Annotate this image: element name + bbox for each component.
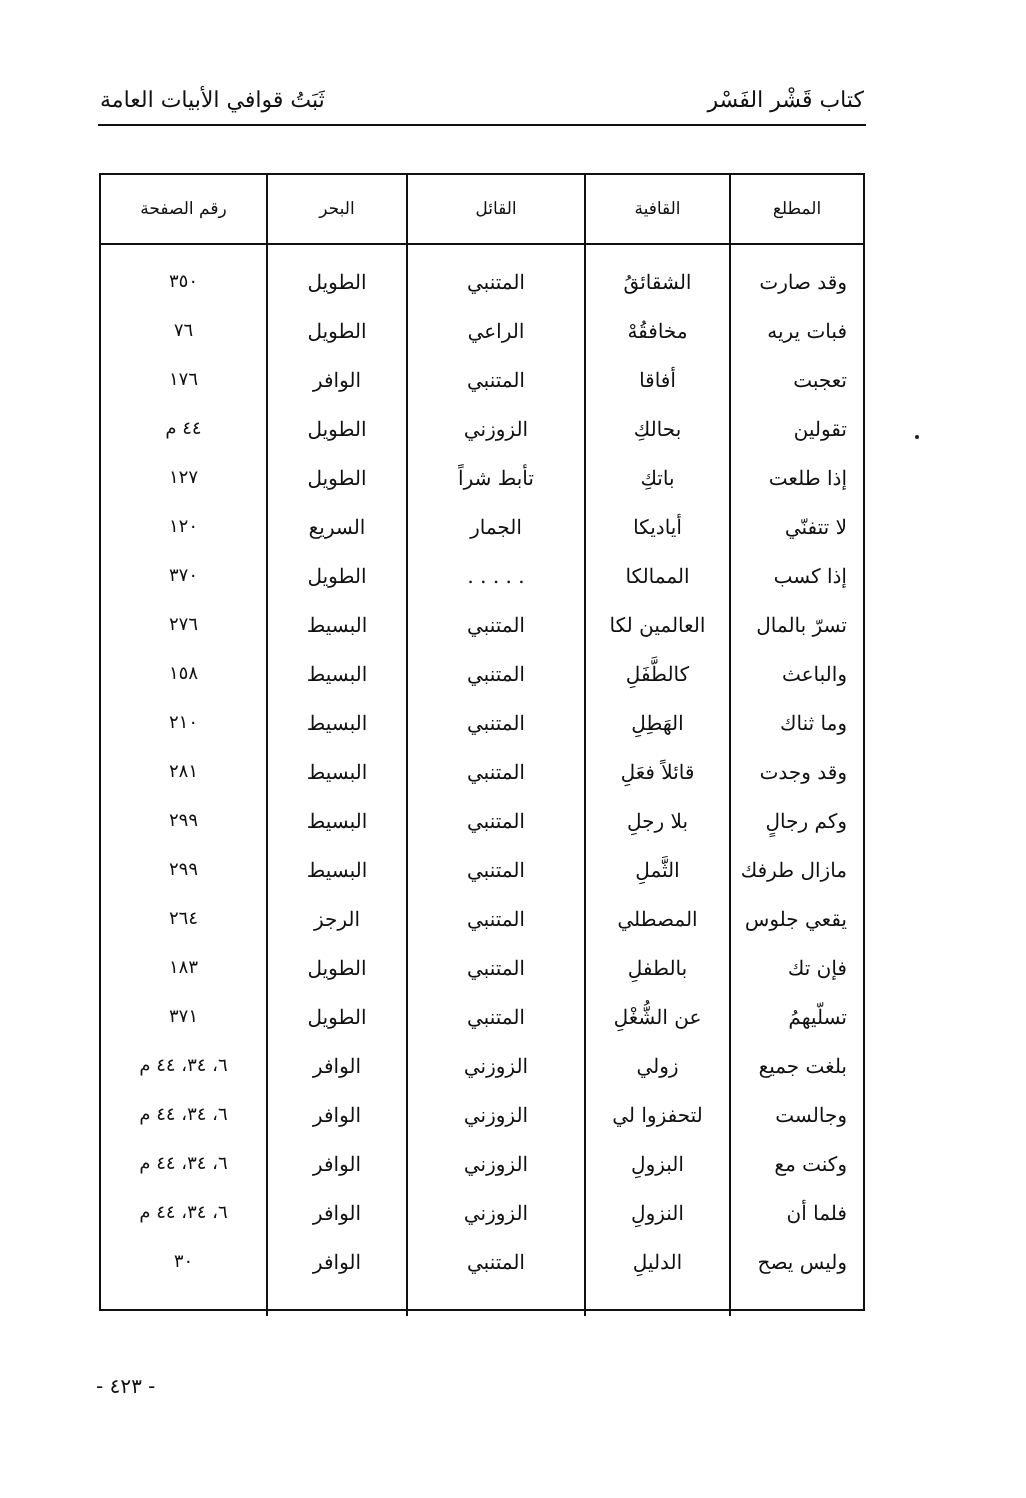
cell-poet: المتنبي — [407, 355, 585, 404]
cell-page: ٣٧١ — [168, 1006, 198, 1027]
cell-rhyme: الشقائقُ — [585, 257, 730, 306]
cell-opening: تقولين — [730, 404, 863, 453]
cell-meter: الطويل — [267, 453, 407, 502]
cell-poet: الزوزني — [407, 404, 585, 453]
cell-opening: وكنت مع — [730, 1139, 863, 1188]
cell-meter: الوافر — [267, 1041, 407, 1090]
cell-poet: المتنبي — [407, 894, 585, 943]
cell-rhyme: لتحفزوا لي — [585, 1090, 730, 1139]
table-row — [101, 502, 863, 551]
cell-meter: البسيط — [267, 649, 407, 698]
cell-meter: الوافر — [267, 355, 407, 404]
cell-rhyme: الثَّملِ — [585, 845, 730, 894]
cell-page: ٤٤ م — [165, 418, 202, 439]
cell-meter: البسيط — [267, 845, 407, 894]
cell-poet: المتنبي — [407, 698, 585, 747]
table-row — [101, 1188, 863, 1237]
cell-rhyme: بالطفلِ — [585, 943, 730, 992]
cell-opening: يقعي جلوس — [730, 894, 863, 943]
cell-opening: فلما أن — [730, 1188, 863, 1237]
cell-opening: تسرّ بالمال — [730, 600, 863, 649]
cell-meter: البسيط — [267, 698, 407, 747]
cell-rhyme: أياديكا — [585, 502, 730, 551]
cell-opening: إذا كسب — [730, 551, 863, 600]
cell-opening: لا تتفنّي — [730, 502, 863, 551]
cell-page: ٢٩٩ — [168, 810, 198, 831]
cell-rhyme: الممالكا — [585, 551, 730, 600]
table-row — [101, 649, 863, 698]
cell-page: ٦، ٣٤، ٤٤ م — [139, 1202, 228, 1223]
table-header-row — [101, 175, 863, 244]
table-row — [101, 1090, 863, 1139]
cell-meter: الطويل — [267, 404, 407, 453]
column-header-opening: المطلع — [730, 175, 863, 244]
cell-rhyme: البزولِ — [585, 1139, 730, 1188]
table-row — [101, 845, 863, 894]
cell-poet: المتنبي — [407, 600, 585, 649]
column-header-page: رقم الصفحة — [101, 175, 267, 244]
table-row — [101, 404, 863, 453]
cell-opening: والباعث — [730, 649, 863, 698]
cell-meter: السريع — [267, 502, 407, 551]
cell-rhyme: مخافقُهْ — [585, 306, 730, 355]
cell-rhyme: الدليلِ — [585, 1237, 730, 1286]
cell-meter: الوافر — [267, 1237, 407, 1286]
column-header-poet: القائل — [407, 175, 585, 244]
cell-meter: البسيط — [267, 796, 407, 845]
table-row — [101, 257, 863, 306]
cell-rhyme: قائلاً فعَلِ — [585, 747, 730, 796]
rhyme-index-table — [101, 175, 863, 1316]
cell-meter: البسيط — [267, 600, 407, 649]
cell-meter: الطويل — [267, 992, 407, 1041]
table-row — [101, 453, 863, 502]
cell-page: ١٥٨ — [168, 663, 198, 684]
cell-opening: وكم رجالٍ — [730, 796, 863, 845]
cell-meter: الوافر — [267, 1139, 407, 1188]
cell-poet: المتنبي — [407, 1237, 585, 1286]
cell-page: ٢٩٩ — [168, 859, 198, 880]
stray-dot-mark — [915, 435, 919, 439]
cell-page: ٧٦ — [173, 320, 194, 341]
column-header-meter: البحر — [267, 175, 407, 244]
table-row — [101, 551, 863, 600]
cell-page: ١٢٠ — [168, 516, 198, 537]
cell-poet: المتنبي — [407, 649, 585, 698]
cell-rhyme: أفاقا — [585, 355, 730, 404]
cell-page: ١٢٧ — [168, 467, 198, 488]
cell-meter: البسيط — [267, 747, 407, 796]
cell-opening: وقد صارت — [730, 257, 863, 306]
cell-page: ١٨٣ — [168, 957, 198, 978]
cell-page: ٢٧٦ — [168, 614, 198, 635]
cell-meter: الرجز — [267, 894, 407, 943]
cell-meter: الوافر — [267, 1090, 407, 1139]
cell-rhyme: عن الشُّغْلِ — [585, 992, 730, 1041]
cell-page: ٦، ٣٤، ٤٤ م — [139, 1104, 228, 1125]
cell-poet: المتنبي — [407, 992, 585, 1041]
table-row — [101, 355, 863, 404]
table-row — [101, 943, 863, 992]
cell-poet: المتنبي — [407, 747, 585, 796]
cell-poet: الجمار — [407, 502, 585, 551]
cell-poet: الزوزني — [407, 1090, 585, 1139]
table-row — [101, 747, 863, 796]
table-row — [101, 894, 863, 943]
cell-poet: الراعي — [407, 306, 585, 355]
table-spacer-row — [101, 1286, 863, 1316]
book-title: كتاب قَشْر الفَسْر — [707, 88, 864, 113]
cell-poet: المتنبي — [407, 796, 585, 845]
cell-page: ٣٥٠ — [168, 271, 198, 292]
table-row — [101, 306, 863, 355]
column-header-rhyme: القافية — [585, 175, 730, 244]
cell-page: ١٧٦ — [168, 369, 198, 390]
cell-meter: الطويل — [267, 943, 407, 992]
cell-opening: تعجبت — [730, 355, 863, 404]
cell-meter: الطويل — [267, 551, 407, 600]
cell-meter: الطويل — [267, 257, 407, 306]
cell-meter: الطويل — [267, 306, 407, 355]
cell-page: ٢١٠ — [168, 712, 198, 733]
cell-opening: تسلّيهمُ — [730, 992, 863, 1041]
cell-opening: وجالست — [730, 1090, 863, 1139]
table-row — [101, 600, 863, 649]
table-row — [101, 1139, 863, 1188]
table-row — [101, 698, 863, 747]
cell-page: ٢٦٤ — [168, 908, 198, 929]
table-body — [101, 244, 863, 1316]
cell-poet: تأبط شراً — [407, 453, 585, 502]
rhyme-index-table-frame — [99, 173, 865, 1311]
cell-opening: وقد وجدت — [730, 747, 863, 796]
table-row — [101, 1041, 863, 1090]
table-row — [101, 796, 863, 845]
table-row — [101, 992, 863, 1041]
cell-opening: وما ثناك — [730, 698, 863, 747]
cell-rhyme: بلا رجلِ — [585, 796, 730, 845]
cell-opening: إذا طلعت — [730, 453, 863, 502]
cell-rhyme: كالطَّفَلِ — [585, 649, 730, 698]
section-title: ثَبَتُ قوافي الأبيات العامة — [100, 88, 325, 113]
cell-poet: . . . . . — [407, 551, 585, 600]
running-header — [98, 84, 866, 126]
cell-opening: وليس يصح — [730, 1237, 863, 1286]
cell-rhyme: بحالكِ — [585, 404, 730, 453]
cell-poet: الزوزني — [407, 1139, 585, 1188]
cell-opening: بلغت جميع — [730, 1041, 863, 1090]
cell-rhyme: زولي — [585, 1041, 730, 1090]
cell-opening: فبات يريه — [730, 306, 863, 355]
cell-poet: الزوزني — [407, 1188, 585, 1237]
table-row — [101, 1237, 863, 1286]
cell-rhyme: العالمين لكا — [585, 600, 730, 649]
cell-page: ٣٧٠ — [168, 565, 198, 586]
cell-page: ٢٨١ — [168, 761, 198, 782]
cell-poet: المتنبي — [407, 257, 585, 306]
cell-opening: فإن تك — [730, 943, 863, 992]
cell-page: ٦، ٣٤، ٤٤ م — [139, 1055, 228, 1076]
cell-opening: مازال طرفك — [730, 845, 863, 894]
cell-rhyme: الهَطِلِ — [585, 698, 730, 747]
cell-page: ٣٠ — [173, 1251, 194, 1272]
cell-poet: الزوزني — [407, 1041, 585, 1090]
cell-rhyme: باتكِ — [585, 453, 730, 502]
cell-page: ٦، ٣٤، ٤٤ م — [139, 1153, 228, 1174]
cell-rhyme: المصطلي — [585, 894, 730, 943]
cell-rhyme: النزولِ — [585, 1188, 730, 1237]
page-number: - ٤٢٣ - — [96, 1374, 156, 1398]
cell-meter: الوافر — [267, 1188, 407, 1237]
cell-poet: المتنبي — [407, 845, 585, 894]
table-spacer-row — [101, 244, 863, 257]
cell-poet: المتنبي — [407, 943, 585, 992]
